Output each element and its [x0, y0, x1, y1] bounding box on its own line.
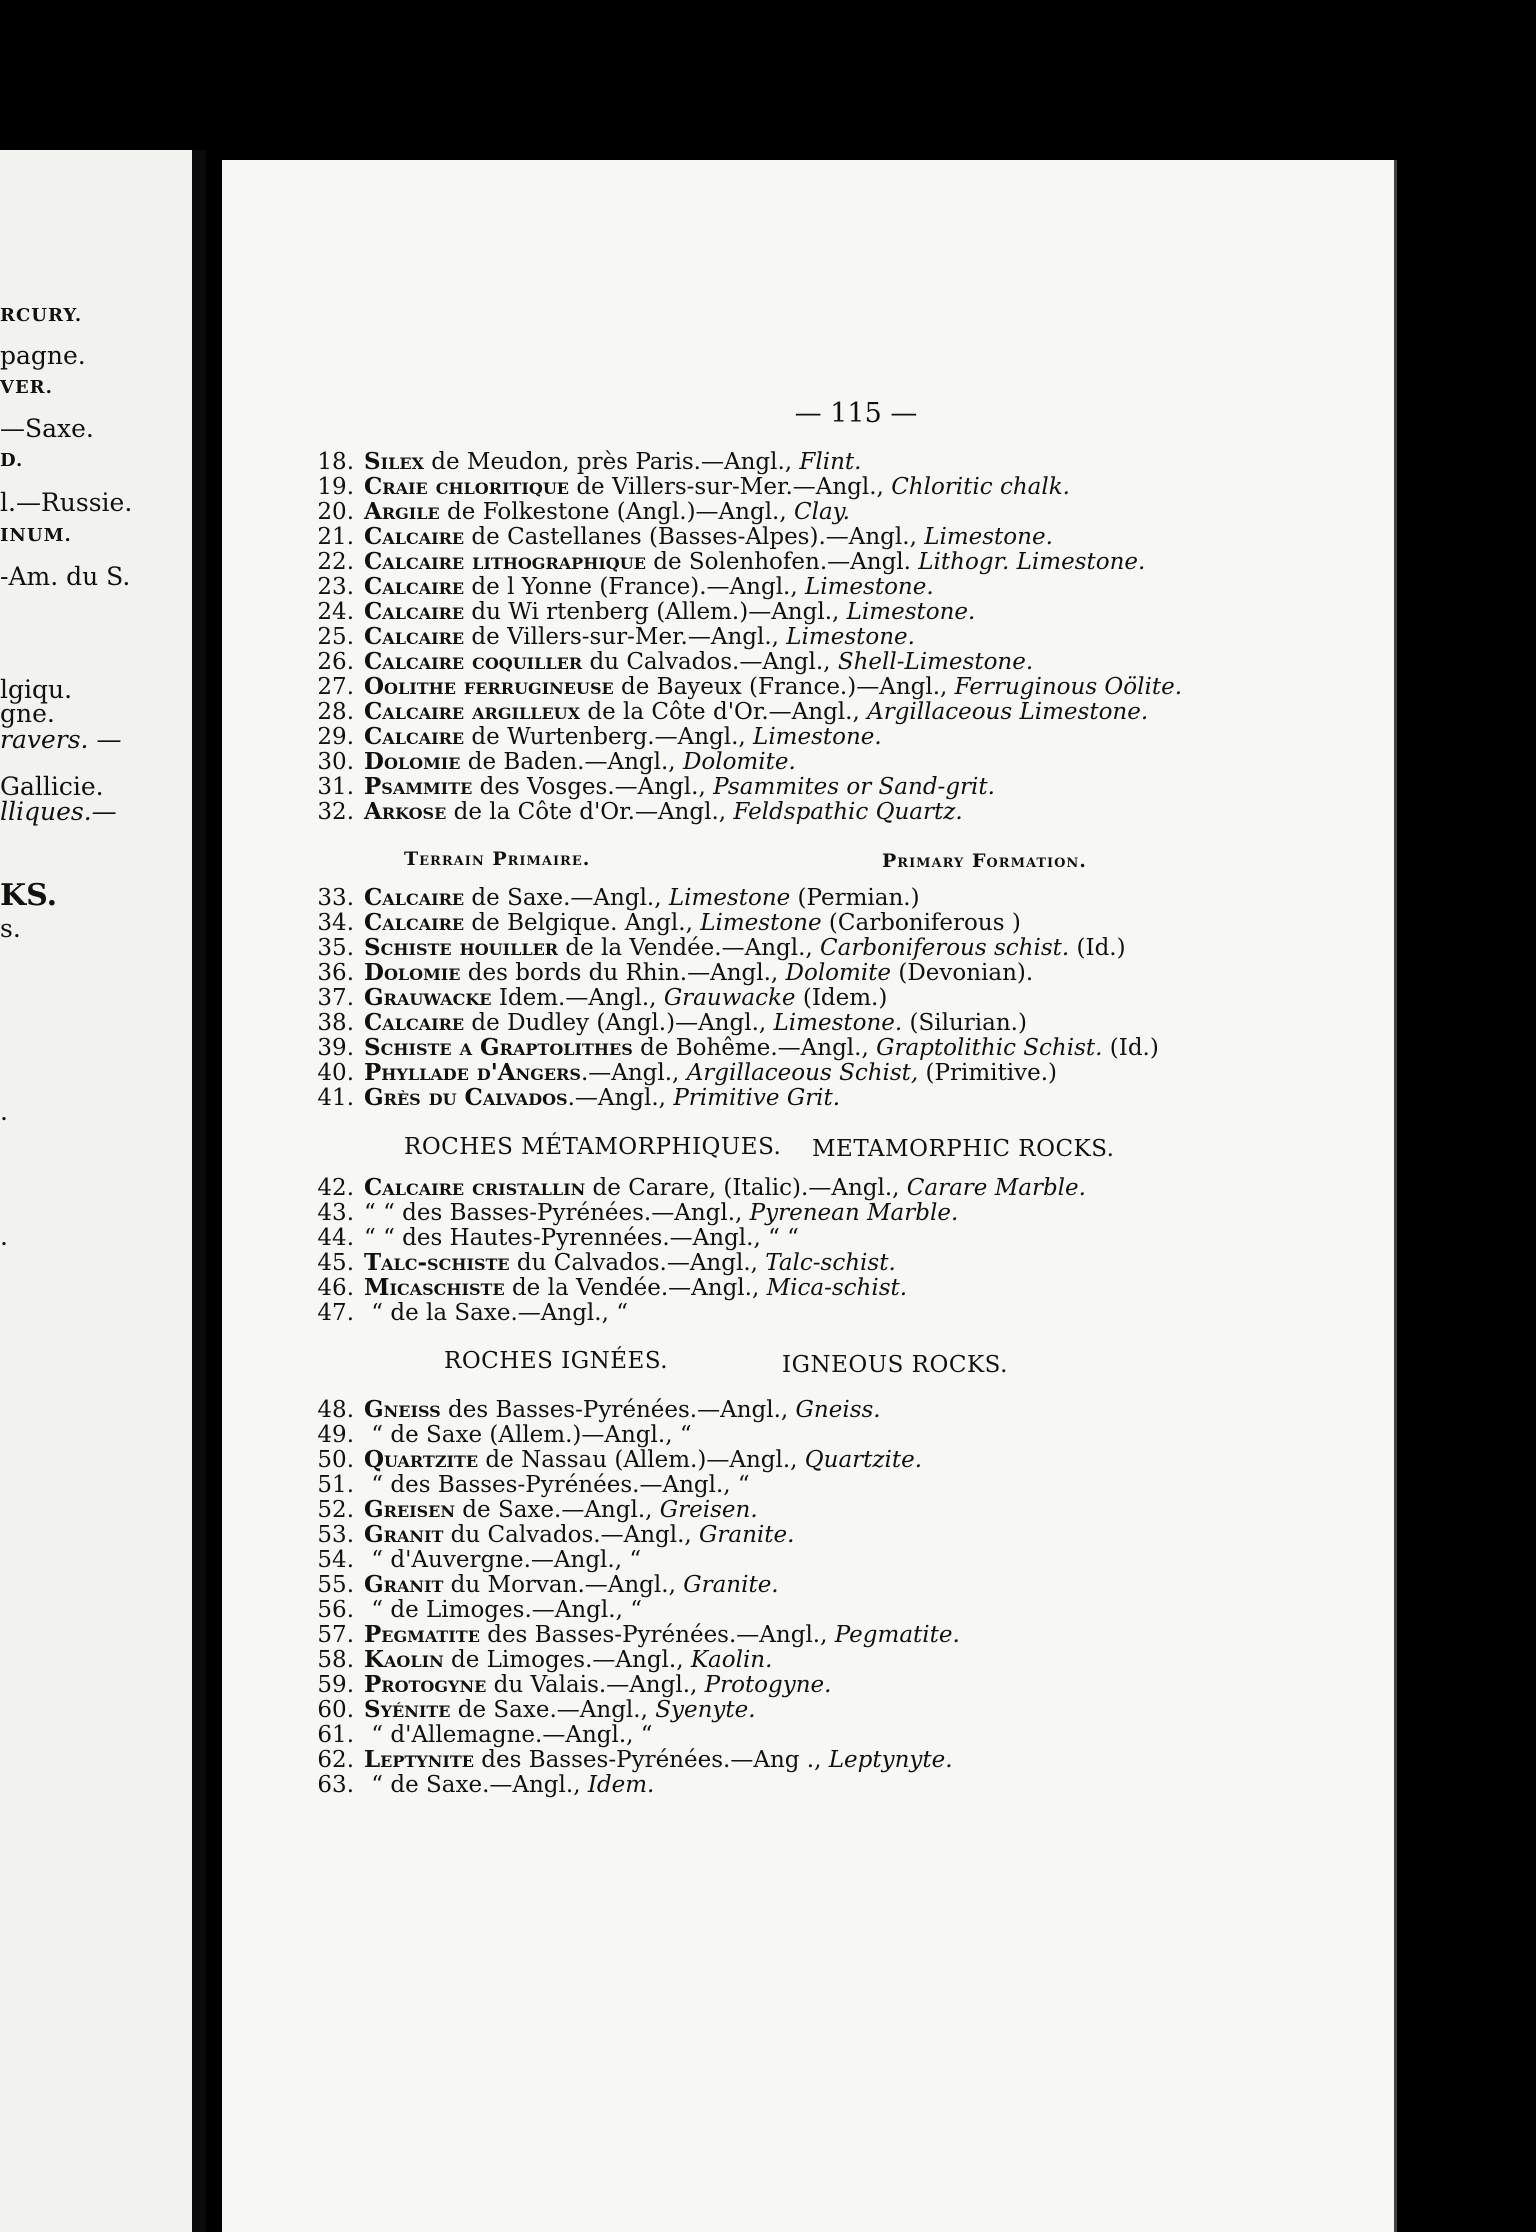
- entry-text: des Basses-Pyrénées.—Angl.,: [440, 1397, 796, 1423]
- entry-row: [304, 1648, 772, 1672]
- entry-num: 22.: [317, 549, 354, 575]
- entry-text: “ “ des Hautes-Pyrennées.—Angl., “ “: [364, 1225, 799, 1251]
- entry-text: du Valais.—Angl.,: [486, 1672, 705, 1698]
- entry-num: 39.: [317, 1035, 354, 1061]
- entry-num: 18.: [317, 449, 354, 475]
- entry-num: 57.: [317, 1622, 354, 1648]
- entry-text: .—Angl.,: [567, 1085, 674, 1111]
- entry-tr: Limestone: [668, 885, 791, 911]
- entry-text: de Saxe.—Angl.,: [464, 885, 669, 911]
- entry-text: du Wi rtenberg (Allem.)—Angl.,: [464, 599, 847, 625]
- entry-tr: Gneiss.: [795, 1397, 881, 1423]
- entry-name: Calcaire argilleux: [364, 698, 581, 725]
- entry-num: 48.: [317, 1397, 354, 1423]
- entry-num: 21.: [317, 524, 354, 550]
- entry-num: 56.: [317, 1597, 354, 1623]
- entry-row: [304, 650, 1033, 674]
- entry-name: Craie chloritique: [364, 473, 570, 500]
- entry-tr: Greisen.: [659, 1497, 758, 1523]
- entry-tr: Limestone.: [753, 724, 882, 750]
- entry-tr: Talc-schist.: [765, 1250, 896, 1276]
- entry-name: Grauwacke: [364, 984, 492, 1011]
- entry-num: 49.: [317, 1422, 354, 1448]
- entry-num: 42.: [317, 1175, 354, 1201]
- entry-text: de Limoges.—Angl.,: [443, 1647, 691, 1673]
- entry-num: 28.: [317, 699, 354, 725]
- left-fragment-text: l.—Russie.: [0, 488, 133, 517]
- entry-row: [304, 550, 1145, 574]
- left-fragment-text: lgiqu.: [0, 675, 73, 704]
- left-fragment-text: D.: [0, 450, 24, 471]
- entry-tr: Carboniferous schist.: [820, 935, 1070, 961]
- entry-text: de Wurtenberg.—Angl.,: [464, 724, 754, 750]
- entry-row: [304, 1226, 799, 1250]
- entry-row: [304, 1201, 958, 1225]
- entry-text: “ des Basses-Pyrénées.—Angl., “: [364, 1472, 750, 1498]
- entry-num: 23.: [317, 574, 354, 600]
- entry-row: [304, 1276, 907, 1300]
- entry-text: de Saxe.—Angl.,: [450, 1697, 656, 1723]
- entry-tr: Flint.: [799, 449, 862, 475]
- entry-name: Gneiss: [364, 1396, 441, 1423]
- entry-row: [304, 1623, 960, 1647]
- entry-after: (Primitive.): [918, 1060, 1057, 1086]
- entry-tr: Syenyte.: [655, 1697, 756, 1723]
- entry-name: Greisen: [364, 1496, 455, 1523]
- entry-num: 41.: [317, 1085, 354, 1111]
- entry-row: [304, 475, 1070, 499]
- entry-name: Schiste houiller: [364, 934, 559, 961]
- entry-row: [304, 1423, 692, 1447]
- entry-name: Silex: [364, 448, 424, 475]
- entry-name: Phyllade d'Angers: [364, 1059, 581, 1086]
- entry-name: Calcaire coquiller: [364, 648, 583, 675]
- entry-num: 35.: [317, 935, 354, 961]
- section-igneous-en: IGNEOUS ROCKS.: [782, 1352, 1008, 1378]
- entry-num: 52.: [317, 1497, 354, 1523]
- entry-num: 59.: [317, 1672, 354, 1698]
- entry-tr: Argillaceous Limestone.: [867, 699, 1149, 725]
- entry-text: de Carare, (Italic).—Angl.,: [585, 1175, 907, 1201]
- entry-after: (Silurian.): [902, 1010, 1027, 1036]
- entry-after: (Devonian).: [891, 960, 1034, 986]
- entry-tr: Limestone: [700, 910, 822, 936]
- entry-text: de Villers-sur-Mer.—Angl.,: [569, 474, 892, 500]
- entry-row: [304, 525, 1053, 549]
- entry-text: de Folkestone (Angl.)—Angl.,: [439, 499, 794, 525]
- entry-text: “ d'Allemagne.—Angl., “: [364, 1722, 653, 1748]
- entry-tr: Carare Marble.: [906, 1175, 1086, 1201]
- entry-row: [304, 450, 861, 474]
- left-fragment-text: RCURY.: [0, 305, 83, 326]
- entry-name: Granit: [364, 1571, 444, 1598]
- entry-row: [304, 1748, 953, 1772]
- entry-tr: Chloritic chalk.: [891, 474, 1070, 500]
- entry-tr: Dolomite: [785, 960, 892, 986]
- left-fragment-text: s.: [0, 914, 21, 943]
- entry-text: des bords du Rhin.—Angl.,: [460, 960, 786, 986]
- left-fragment-text: ravers. —: [0, 725, 122, 754]
- entry-num: 32.: [317, 799, 354, 825]
- entry-text: de Dudley (Angl.)—Angl.,: [464, 1010, 774, 1036]
- entry-row: [304, 1548, 641, 1572]
- entry-row: [304, 1673, 831, 1697]
- left-fragment-text: .: [0, 1222, 8, 1251]
- entry-num: 34.: [317, 910, 354, 936]
- entry-text: de Belgique. Angl.,: [464, 910, 701, 936]
- entry-name: Grès du Calvados: [364, 1084, 568, 1111]
- entry-text: de Saxe.—Angl.,: [455, 1497, 660, 1523]
- entry-row: [304, 675, 1182, 699]
- entry-tr: Granite.: [699, 1522, 795, 1548]
- entry-text: du Calvados.—Angl.,: [509, 1250, 766, 1276]
- entry-text: de Baden.—Angl.,: [460, 749, 683, 775]
- entry-row: [304, 725, 882, 749]
- entry-num: 45.: [317, 1250, 354, 1276]
- entry-num: 60.: [317, 1697, 354, 1723]
- entry-tr: Quartzite.: [804, 1447, 923, 1473]
- entry-row: [304, 936, 1126, 960]
- left-fragment-text: -Am. du S.: [0, 562, 131, 591]
- entry-text: des Vosges.—Angl.,: [472, 774, 714, 800]
- entry-row: [304, 1086, 840, 1110]
- entry-row: [304, 1398, 881, 1422]
- entry-row: [304, 1598, 642, 1622]
- entry-text: de la Vendée.—Angl.,: [504, 1275, 767, 1301]
- entry-name: Calcaire: [364, 909, 465, 936]
- entry-name: Calcaire lithographique: [364, 548, 646, 575]
- entry-text: de la Vendée.—Angl.,: [558, 935, 821, 961]
- entry-name: Schiste a Graptolithes: [364, 1034, 633, 1061]
- entry-row: [304, 1523, 794, 1547]
- entry-tr: Leptynyte.: [828, 1747, 953, 1773]
- entry-tr: Limestone.: [924, 524, 1053, 550]
- entry-text: de Meudon, près Paris.—Angl.,: [423, 449, 800, 475]
- entry-after: (Idem.): [795, 985, 888, 1011]
- entry-text: de Villers-sur-Mer.—Angl.,: [464, 624, 787, 650]
- entry-row: [304, 1698, 756, 1722]
- entry-row: [304, 1498, 758, 1522]
- entry-row: [304, 961, 1033, 985]
- entry-name: Talc-schiste: [364, 1249, 510, 1276]
- entry-num: 63.: [317, 1772, 354, 1798]
- entry-row: [304, 1036, 1159, 1060]
- entry-text: “ de la Saxe.—Angl., “: [364, 1300, 628, 1326]
- entry-after: (Id.): [1069, 935, 1126, 961]
- entry-tr: Limestone.: [846, 599, 976, 625]
- entry-row: [304, 1011, 1027, 1035]
- entry-name: Calcaire: [364, 623, 465, 650]
- entry-name: Dolomie: [364, 748, 461, 775]
- entry-text: “ de Limoges.—Angl., “: [364, 1597, 642, 1623]
- entry-tr: Kaolin.: [690, 1647, 773, 1673]
- entry-text: de Nassau (Allem.)—Angl.,: [478, 1447, 805, 1473]
- entry-row: [304, 1251, 896, 1275]
- entry-text: des Basses-Pyrénées.—Angl.,: [479, 1622, 835, 1648]
- section-metamorphic-en: METAMORPHIC ROCKS.: [812, 1136, 1115, 1162]
- entry-num: 46.: [317, 1275, 354, 1301]
- entry-name: Calcaire: [364, 884, 465, 911]
- entry-name: Protogyne: [364, 1671, 487, 1698]
- entry-text: de Bayeux (France.)—Angl.,: [613, 674, 955, 700]
- entry-num: 38.: [317, 1010, 354, 1036]
- entry-row: [304, 1773, 654, 1797]
- entry-num: 25.: [317, 624, 354, 650]
- left-fragment-text: lliques.—: [0, 797, 117, 826]
- entry-tr: Shell-Limestone.: [837, 649, 1034, 675]
- entry-tr: Psammites or Sand-grit.: [713, 774, 995, 800]
- entry-num: 61.: [317, 1722, 354, 1748]
- entry-name: Calcaire: [364, 598, 465, 625]
- entry-row: [304, 775, 995, 799]
- page-number: — 115 —: [794, 398, 918, 429]
- entry-num: 54.: [317, 1547, 354, 1573]
- left-fragment-text: —Saxe.: [0, 414, 94, 443]
- section-metamorphic-fr: ROCHES MÉTAMORPHIQUES.: [404, 1134, 782, 1160]
- entry-text: Idem.—Angl.,: [491, 985, 664, 1011]
- entry-text: de l Yonne (France).—Angl.,: [464, 574, 805, 600]
- entry-tr: Limestone.: [773, 1010, 903, 1036]
- entry-row: [304, 600, 975, 624]
- entry-num: 47.: [317, 1300, 354, 1326]
- entry-name: Pegmatite: [364, 1621, 480, 1648]
- entry-name: Calcaire: [364, 1009, 465, 1036]
- entry-num: 30.: [317, 749, 354, 775]
- entry-text: de Solenhofen.—Angl.: [645, 549, 919, 575]
- entry-text: du Calvados.—Angl.,: [443, 1522, 700, 1548]
- left-fragment-text: Gallicie.: [0, 772, 104, 801]
- entry-num: 62.: [317, 1747, 354, 1773]
- entry-num: 51.: [317, 1472, 354, 1498]
- entry-row: [304, 1573, 779, 1597]
- entry-num: 58.: [317, 1647, 354, 1673]
- entry-after: (Permian.): [790, 885, 920, 911]
- entry-after: (Id.): [1102, 1035, 1159, 1061]
- entry-row: [304, 500, 850, 524]
- left-page-fragment: [0, 150, 192, 2232]
- entry-after: (Carboniferous ): [821, 910, 1021, 936]
- entry-text: “ de Saxe.—Angl.,: [364, 1772, 588, 1798]
- entry-tr: Idem.: [587, 1772, 655, 1798]
- entry-name: Micaschiste: [364, 1274, 505, 1301]
- entry-num: 36.: [317, 960, 354, 986]
- book-gutter: [192, 150, 206, 2232]
- right-page: [222, 160, 1397, 2232]
- entry-text: de Castellanes (Basses-Alpes).—Angl.,: [464, 524, 925, 550]
- section-primary-en: Primary Formation.: [882, 850, 1087, 872]
- entry-row: [304, 1448, 922, 1472]
- entry-name: Granit: [364, 1521, 444, 1548]
- entry-name: Argile: [364, 498, 440, 525]
- entry-name: Calcaire cristallin: [364, 1174, 586, 1201]
- entry-text: du Morvan.—Angl.,: [443, 1572, 684, 1598]
- entry-tr: Pegmatite.: [834, 1622, 960, 1648]
- entry-row: [304, 800, 963, 824]
- entry-num: 44.: [317, 1225, 354, 1251]
- entry-row: [304, 1176, 1086, 1200]
- entry-name: Calcaire: [364, 573, 465, 600]
- entry-tr: Limestone.: [786, 624, 915, 650]
- entry-name: Leptynite: [364, 1746, 474, 1773]
- entry-num: 55.: [317, 1572, 354, 1598]
- entry-tr: Argillaceous Schist,: [686, 1060, 919, 1086]
- entry-name: Dolomie: [364, 959, 461, 986]
- entry-text: “ d'Auvergne.—Angl., “: [364, 1547, 642, 1573]
- entry-name: Calcaire: [364, 523, 465, 550]
- entry-num: 27.: [317, 674, 354, 700]
- entry-text: .—Angl.,: [580, 1060, 687, 1086]
- entry-text: de la Côte d'Or.—Angl.,: [446, 799, 734, 825]
- entry-num: 26.: [317, 649, 354, 675]
- entry-name: Kaolin: [364, 1646, 444, 1673]
- entry-tr: Protogyne.: [704, 1672, 832, 1698]
- entry-num: 43.: [317, 1200, 354, 1226]
- entry-num: 24.: [317, 599, 354, 625]
- left-fragment-text: .: [0, 1097, 8, 1126]
- entry-row: [304, 911, 1021, 935]
- entry-num: 20.: [317, 499, 354, 525]
- entry-num: 31.: [317, 774, 354, 800]
- entry-num: 40.: [317, 1060, 354, 1086]
- entry-tr: Clay.: [793, 499, 850, 525]
- entry-row: [304, 700, 1148, 724]
- left-fragment-text: INUM.: [0, 525, 72, 546]
- entry-text: du Calvados.—Angl.,: [582, 649, 838, 675]
- entry-row: [304, 1301, 628, 1325]
- entry-tr: Pyrenean Marble.: [749, 1200, 959, 1226]
- entry-text: “ de Saxe (Allem.)—Angl., “: [364, 1422, 692, 1448]
- entry-tr: Lithogr. Limestone.: [918, 549, 1146, 575]
- entry-num: 19.: [317, 474, 354, 500]
- entry-row: [304, 575, 934, 599]
- entry-name: Quartzite: [364, 1446, 479, 1473]
- entry-num: 29.: [317, 724, 354, 750]
- left-fragment-text: pagne.: [0, 341, 86, 370]
- entry-name: Calcaire: [364, 723, 465, 750]
- entry-row: [304, 886, 920, 910]
- entry-row: [304, 1473, 750, 1497]
- entry-tr: Dolomite.: [682, 749, 796, 775]
- section-primary-fr: Terrain Primaire.: [404, 848, 591, 870]
- entry-num: 50.: [317, 1447, 354, 1473]
- entry-tr: Ferruginous Oölite.: [954, 674, 1183, 700]
- entry-tr: Primitive Grit.: [673, 1085, 841, 1111]
- entry-row: [304, 625, 915, 649]
- entry-row: [304, 1061, 1057, 1085]
- entry-tr: Mica-schist.: [766, 1275, 908, 1301]
- left-fragment-text: VER.: [0, 377, 53, 398]
- entry-tr: Graptolithic Schist.: [876, 1035, 1103, 1061]
- entry-num: 53.: [317, 1522, 354, 1548]
- section-igneous-fr: ROCHES IGNÉES.: [444, 1348, 669, 1374]
- entry-name: Arkose: [364, 798, 447, 825]
- entry-row: [304, 750, 796, 774]
- entry-name: Syénite: [364, 1696, 451, 1723]
- left-fragment-text: KS.: [0, 878, 58, 913]
- entry-num: 37.: [317, 985, 354, 1011]
- entry-tr: Feldspathic Quartz.: [733, 799, 963, 825]
- entry-row: [304, 1723, 653, 1747]
- entry-text: de la Côte d'Or.—Angl.,: [580, 699, 868, 725]
- entry-tr: Grauwacke: [663, 985, 796, 1011]
- left-fragment-text: gne.: [0, 699, 55, 728]
- entry-row: [304, 986, 887, 1010]
- entry-name: Psammite: [364, 773, 473, 800]
- entry-text: des Basses-Pyrénées.—Ang .,: [473, 1747, 829, 1773]
- entry-tr: Limestone.: [804, 574, 934, 600]
- entry-text: “ “ des Basses-Pyrénées.—Angl.,: [364, 1200, 750, 1226]
- entry-name: Oolithe ferrugineuse: [364, 673, 614, 700]
- entry-text: de Bohême.—Angl.,: [632, 1035, 877, 1061]
- entry-num: 33.: [317, 885, 354, 911]
- entry-tr: Granite.: [683, 1572, 779, 1598]
